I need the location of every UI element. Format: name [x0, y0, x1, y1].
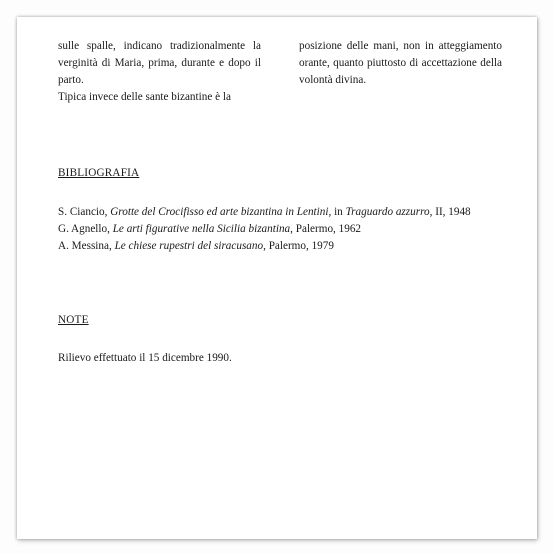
- notes-heading: NOTE: [58, 314, 89, 326]
- bib-author: S. Ciancio,: [58, 206, 111, 218]
- bibliography-heading: BIBLIOGRAFIA: [58, 167, 140, 179]
- paragraph-start: Tipica invece delle sante bizantine è la: [58, 91, 231, 103]
- bib-title: Grotte del Crocifisso ed arte bizantina in Lentini: [110, 206, 329, 218]
- bib-publication: , Palermo, 1979: [263, 240, 334, 252]
- text-column-left: [58, 38, 261, 106]
- bib-publication: , II, 1948: [429, 206, 471, 218]
- bib-author: A. Messina,: [58, 240, 115, 252]
- bibliography-list: [58, 204, 528, 255]
- notes-text: Rilievo effettuato il 15 dicembre 1990.: [58, 352, 232, 364]
- paragraph-continuation: sulle spalle, indicano tradizionalmente la verginità di Maria, prima, durante e dopo il parto.: [58, 40, 261, 86]
- bib-journal: Traguardo azzurro: [345, 206, 430, 218]
- bib-connector: , in: [328, 206, 346, 218]
- bibliography-entry: [58, 221, 528, 238]
- document-page: [17, 17, 537, 539]
- bib-publication: , Palermo, 1962: [290, 223, 362, 235]
- bib-author: G. Agnello,: [58, 223, 113, 235]
- bib-title: Le chiese rupestri del siracusano: [114, 240, 264, 252]
- paragraph-continuation-right: posizione delle mani, non in atteggiamento orante, quanto piuttosto di accettazione della volontà divina.: [299, 40, 502, 86]
- bibliography-entry: [58, 204, 528, 221]
- bib-title: Le arti figurative nella Sicilia bizantina: [112, 223, 291, 235]
- bibliography-entry: [58, 238, 528, 255]
- text-column-right: [299, 38, 502, 89]
